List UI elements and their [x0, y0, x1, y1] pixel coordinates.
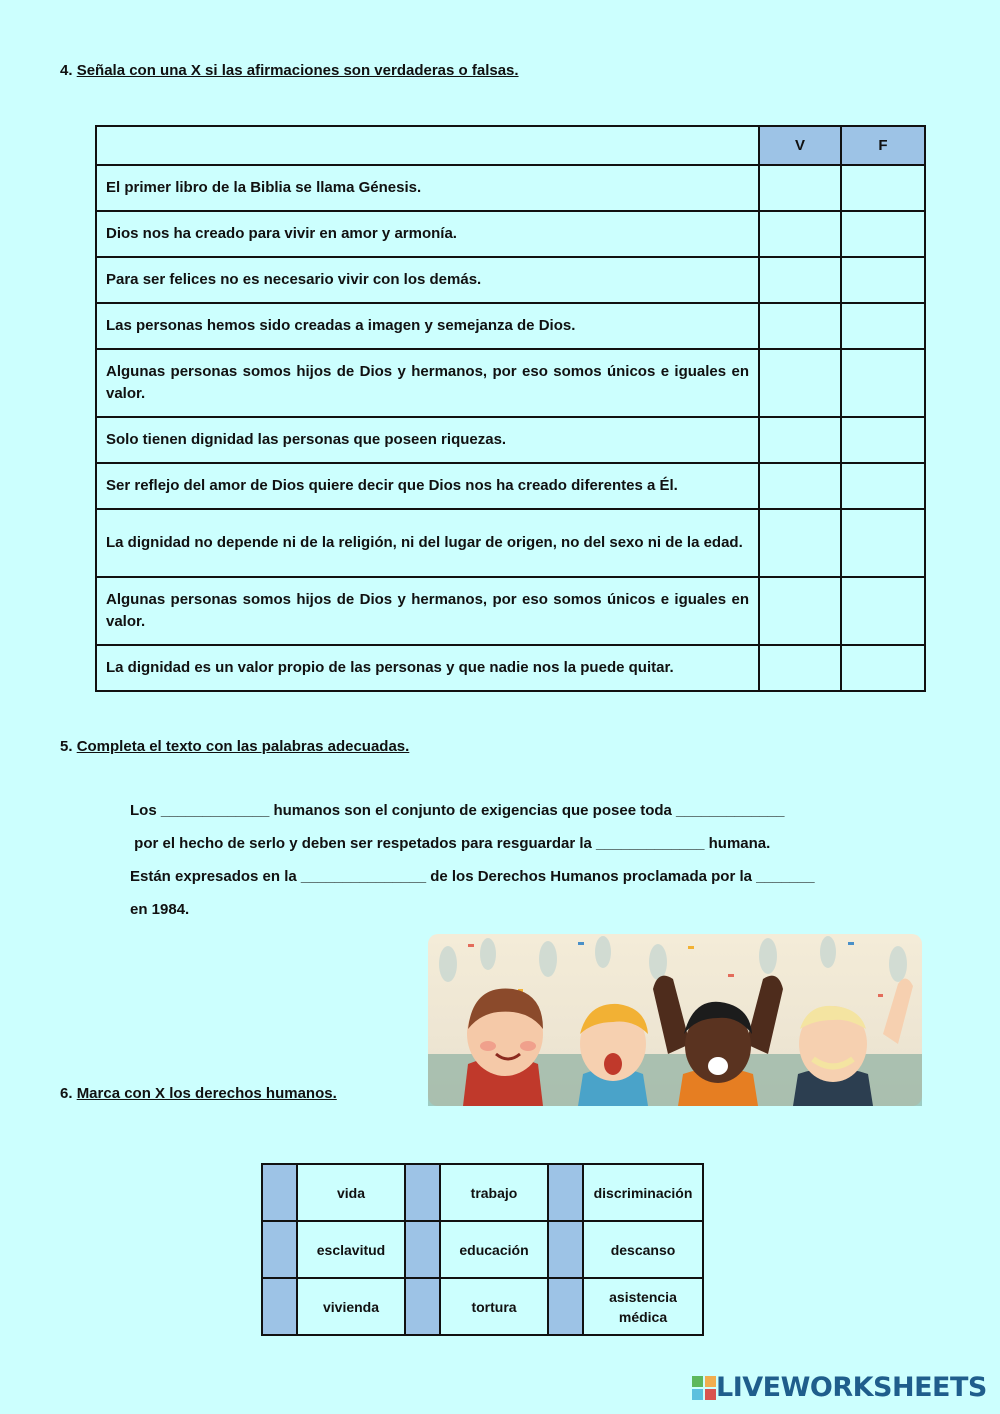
false-checkbox[interactable] — [841, 509, 925, 577]
header-v: V — [759, 126, 841, 165]
liveworksheets-logo — [692, 1372, 987, 1403]
checkbox[interactable] — [548, 1221, 583, 1278]
true-checkbox[interactable] — [759, 303, 841, 349]
true-checkbox[interactable] — [759, 463, 841, 509]
false-checkbox[interactable] — [841, 417, 925, 463]
table-row — [96, 165, 925, 211]
true-checkbox[interactable] — [759, 645, 841, 691]
celebrating-people-illustration — [428, 934, 922, 1106]
false-checkbox[interactable] — [841, 645, 925, 691]
checkbox[interactable] — [262, 1221, 297, 1278]
table-row — [96, 417, 925, 463]
brand-name: LIVEWORKSHEETS — [716, 1372, 987, 1403]
checkbox[interactable] — [405, 1164, 440, 1221]
statement: El primer libro de la Biblia se llama Génesis. — [96, 165, 759, 211]
statement: Algunas personas somos hijos de Dios y hermanos, por eso somos únicos e iguales en valor. — [96, 577, 759, 645]
checkbox[interactable] — [262, 1278, 297, 1335]
checkbox[interactable] — [405, 1221, 440, 1278]
true-false-table — [95, 125, 926, 692]
table-row — [96, 211, 925, 257]
header-f: F — [841, 126, 925, 165]
false-checkbox[interactable] — [841, 349, 925, 417]
statement: La dignidad es un valor propio de las personas y que nadie nos la puede quitar. — [96, 645, 759, 691]
human-rights-table — [261, 1163, 704, 1336]
text-line[interactable]: Están expresados en la _______________ de los Derechos Humanos proclamada por la _______ — [130, 868, 815, 885]
table-row — [96, 257, 925, 303]
text-line: en 1984. — [130, 901, 190, 918]
false-checkbox[interactable] — [841, 463, 925, 509]
header-blank-cell — [96, 126, 759, 165]
right-option: discriminación — [583, 1164, 703, 1221]
text-line[interactable]: por el hecho de serlo y deben ser respetados para resguardar la _____________ humana. — [130, 835, 771, 852]
statement: Para ser felices no es necesario vivir con los demás. — [96, 257, 759, 303]
right-option: educación — [440, 1221, 548, 1278]
statement: Las personas hemos sido creadas a imagen y semejanza de Dios. — [96, 303, 759, 349]
table-row — [96, 303, 925, 349]
right-option: asistencia médica — [583, 1278, 703, 1335]
statement: La dignidad no depende ni de la religión, ni del lugar de origen, no del sexo ni de la edad. — [96, 509, 759, 577]
false-checkbox[interactable] — [841, 165, 925, 211]
q5-title: 5. Completa el texto con las palabras adecuadas. — [60, 738, 410, 755]
checkbox[interactable] — [548, 1278, 583, 1335]
false-checkbox[interactable] — [841, 211, 925, 257]
right-option: tortura — [440, 1278, 548, 1335]
true-checkbox[interactable] — [759, 349, 841, 417]
right-option: vivienda — [297, 1278, 405, 1335]
statement: Dios nos ha creado para vivir en amor y armonía. — [96, 211, 759, 257]
q6-title: 6. Marca con X los derechos humanos. — [60, 1085, 337, 1102]
statement: Solo tienen dignidad las personas que poseen riquezas. — [96, 417, 759, 463]
table-row — [96, 577, 925, 645]
table-header-row — [96, 126, 925, 165]
true-checkbox[interactable] — [759, 509, 841, 577]
checkbox[interactable] — [548, 1164, 583, 1221]
statement: Algunas personas somos hijos de Dios y hermanos, por eso somos únicos e iguales en valor. — [96, 349, 759, 417]
false-checkbox[interactable] — [841, 303, 925, 349]
true-checkbox[interactable] — [759, 417, 841, 463]
right-option: descanso — [583, 1221, 703, 1278]
statement: Ser reflejo del amor de Dios quiere decir que Dios nos ha creado diferentes a Él. — [96, 463, 759, 509]
true-checkbox[interactable] — [759, 165, 841, 211]
table-row — [96, 349, 925, 417]
logo-icon — [692, 1376, 716, 1400]
table-row — [96, 645, 925, 691]
false-checkbox[interactable] — [841, 257, 925, 303]
table-row — [262, 1164, 703, 1221]
checkbox[interactable] — [262, 1164, 297, 1221]
checkbox[interactable] — [405, 1278, 440, 1335]
table-row — [262, 1221, 703, 1278]
right-option: vida — [297, 1164, 405, 1221]
false-checkbox[interactable] — [841, 577, 925, 645]
right-option: esclavitud — [297, 1221, 405, 1278]
true-checkbox[interactable] — [759, 577, 841, 645]
table-row — [262, 1278, 703, 1335]
text-line[interactable]: Los _____________ humanos son el conjunto de exigencias que posee toda _____________ — [130, 802, 785, 819]
true-checkbox[interactable] — [759, 257, 841, 303]
right-option: trabajo — [440, 1164, 548, 1221]
table-row — [96, 509, 925, 577]
q4-title: 4. Señala con una X si las afirmaciones son verdaderas o falsas. — [60, 62, 519, 79]
table-row — [96, 463, 925, 509]
true-checkbox[interactable] — [759, 211, 841, 257]
fill-in-text — [130, 800, 870, 932]
